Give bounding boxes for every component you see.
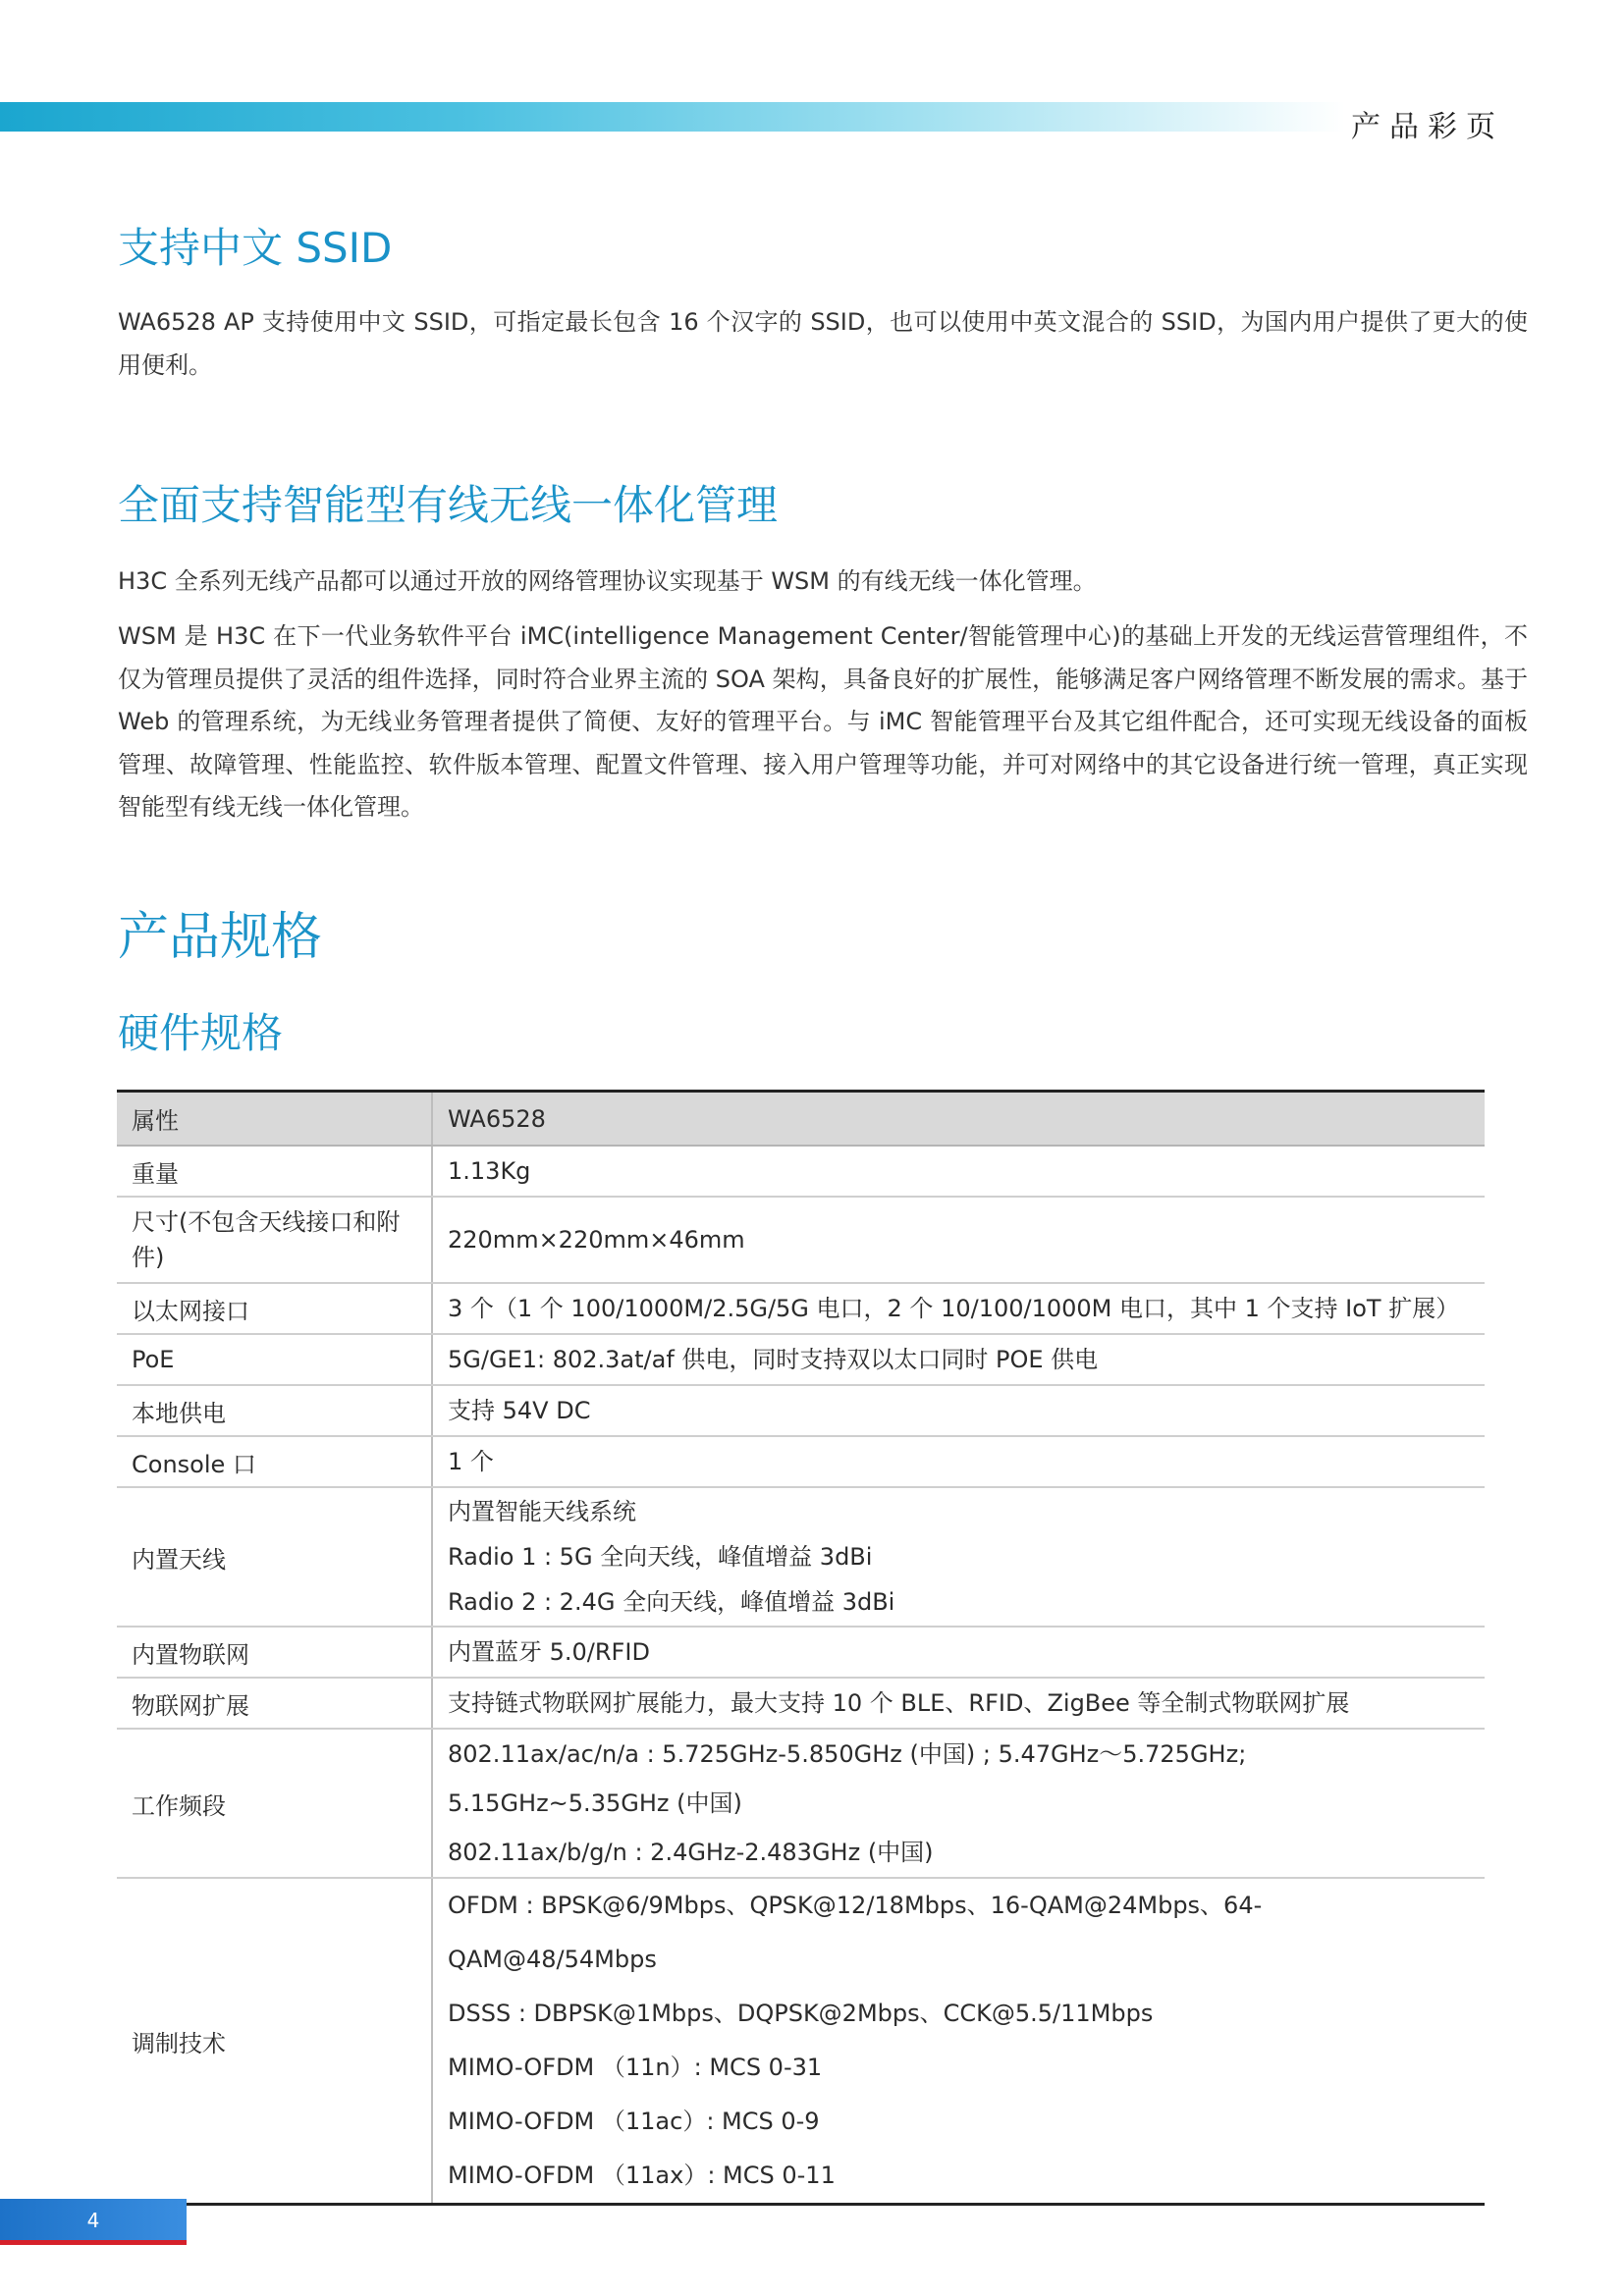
table-header-row [117, 1092, 1485, 1147]
row-value [432, 1146, 1485, 1197]
header-label: 产品彩页 [1351, 110, 1504, 144]
table-row [117, 1627, 1485, 1678]
row-value-line: 内置蓝牙 5.0/RFID [448, 1638, 650, 1666]
row-value-line: 内置智能天线系统 [448, 1498, 636, 1525]
row-value-line: 支持 54V DC [448, 1397, 591, 1424]
row-value [432, 1729, 1485, 1878]
row-value-line: MIMO-OFDM （11ac）: MCS 0-9 [448, 2108, 820, 2135]
row-value-line: 802.11ax/b/g/n : 2.4GHz-2.483GHz (中国) [448, 1839, 934, 1866]
table-row [117, 1283, 1485, 1334]
table-row [117, 1385, 1485, 1436]
section-title-specifications: 产品规格 [118, 908, 323, 967]
row-value-line: MIMO-OFDM （11n）: MCS 0-31 [448, 2054, 823, 2081]
row-value-line: DSSS : DBPSK@1Mbps、DQPSK@2Mbps、CCK@5.5/11Mbps [448, 2000, 1154, 2027]
table-row [117, 1729, 1485, 1878]
row-attribute: 物联网扩展 [117, 1678, 432, 1729]
section-title-hardware: 硬件规格 [118, 1009, 284, 1057]
row-attribute: 调制技术 [117, 1878, 432, 2205]
hardware-spec-table [117, 1090, 1485, 2206]
row-value [432, 1436, 1485, 1487]
row-value-line: 1 个 [448, 1448, 494, 1475]
header-attribute: 属性 [117, 1092, 432, 1147]
row-value-line: OFDM : BPSK@6/9Mbps、QPSK@12/18Mbps、16-QAM@24Mbps、64-QAM@48/54Mbps [448, 1892, 1263, 1973]
row-attribute: 内置物联网 [117, 1627, 432, 1678]
table-row [117, 1436, 1485, 1487]
page-number: 4 [0, 2199, 187, 2245]
row-value [432, 1385, 1485, 1436]
table-row [117, 1334, 1485, 1385]
header-gradient-bar [0, 102, 1345, 132]
row-value [432, 1487, 1485, 1627]
header-model: WA6528 [432, 1092, 1485, 1147]
row-attribute: 重量 [117, 1146, 432, 1197]
row-attribute: 以太网接口 [117, 1283, 432, 1334]
row-value-line: 5G/GE1: 802.3at/af 供电，同时支持双以太口同时 POE 供电 [448, 1346, 1099, 1373]
table-row [117, 1678, 1485, 1729]
row-value-line: Radio 1 : 5G 全向天线，峰值增益 3dBi [448, 1543, 873, 1571]
row-attribute: Console 口 [117, 1436, 432, 1487]
row-value-line: MIMO-OFDM （11ax）: MCS 0-11 [448, 2162, 836, 2189]
row-value-line: 1.13Kg [448, 1157, 531, 1185]
table-row [117, 1878, 1485, 2205]
paragraph-management-2: WSM 是 H3C 在下一代业务软件平台 iMC(intelligence Management Center/智能管理中心)的基础上开发的无线运营管理组件，不仅为管理员提供了灵活的组件选择，同时符合业界主流的 SOA 架构，具备良好的扩展性，能够满足客户网络管理不断发展的需求。基于 Web 的管理系统，为无线业务管理者提供了简便、友好的管理平台。与 iMC 智能管理平台及其它组件配合，还可实现无线设备的面板管理、故障管理、性能监控、软件版本管理、配置文件管理、接入用户管理等功能，并可对网络中的其它设备进行统一管理，真正实现智能型有线无线一体化管理。 [118, 622, 1528, 821]
section-title-ssid: 支持中文 SSID [118, 224, 393, 272]
section-title-management: 全面支持智能型有线无线一体化管理 [118, 481, 779, 529]
row-attribute: 尺寸(不包含天线接口和附件) [117, 1197, 432, 1283]
row-value-line: 220mm×220mm×46mm [448, 1226, 745, 1254]
row-value [432, 1627, 1485, 1678]
row-value-line: 支持链式物联网扩展能力，最大支持 10 个 BLE、RFID、ZigBee 等全制式物联网扩展 [448, 1689, 1350, 1717]
row-attribute: 工作频段 [117, 1729, 432, 1878]
row-value-line: 802.11ax/ac/n/a : 5.725GHz-5.850GHz (中国) ; 5.47GHz～5.725GHz; 5.15GHz~5.35GHz (中国) [448, 1740, 1247, 1817]
row-value [432, 1678, 1485, 1729]
paragraph-management-1: H3C 全系列无线产品都可以通过开放的网络管理协议实现基于 WSM 的有线无线一体化管理。 [118, 567, 1097, 595]
table-row [117, 1197, 1485, 1283]
table-row [117, 1487, 1485, 1627]
row-value [432, 1334, 1485, 1385]
row-value [432, 1197, 1485, 1283]
row-value-line: 3 个（1 个 100/1000M/2.5G/5G 电口，2 个 10/100/1000M 电口，其中 1 个支持 IoT 扩展） [448, 1295, 1460, 1322]
paragraph-ssid: WA6528 AP 支持使用中文 SSID，可指定最长包含 16 个汉字的 SSID，也可以使用中英文混合的 SSID，为国内用户提供了更大的使用便利。 [118, 308, 1528, 379]
row-attribute: 本地供电 [117, 1385, 432, 1436]
row-attribute: PoE [117, 1334, 432, 1385]
row-value [432, 1878, 1485, 2205]
row-attribute: 内置天线 [117, 1487, 432, 1627]
table-row [117, 1146, 1485, 1197]
row-value [432, 1283, 1485, 1334]
row-value-line: Radio 2 : 2.4G 全向天线，峰值增益 3dBi [448, 1588, 895, 1616]
